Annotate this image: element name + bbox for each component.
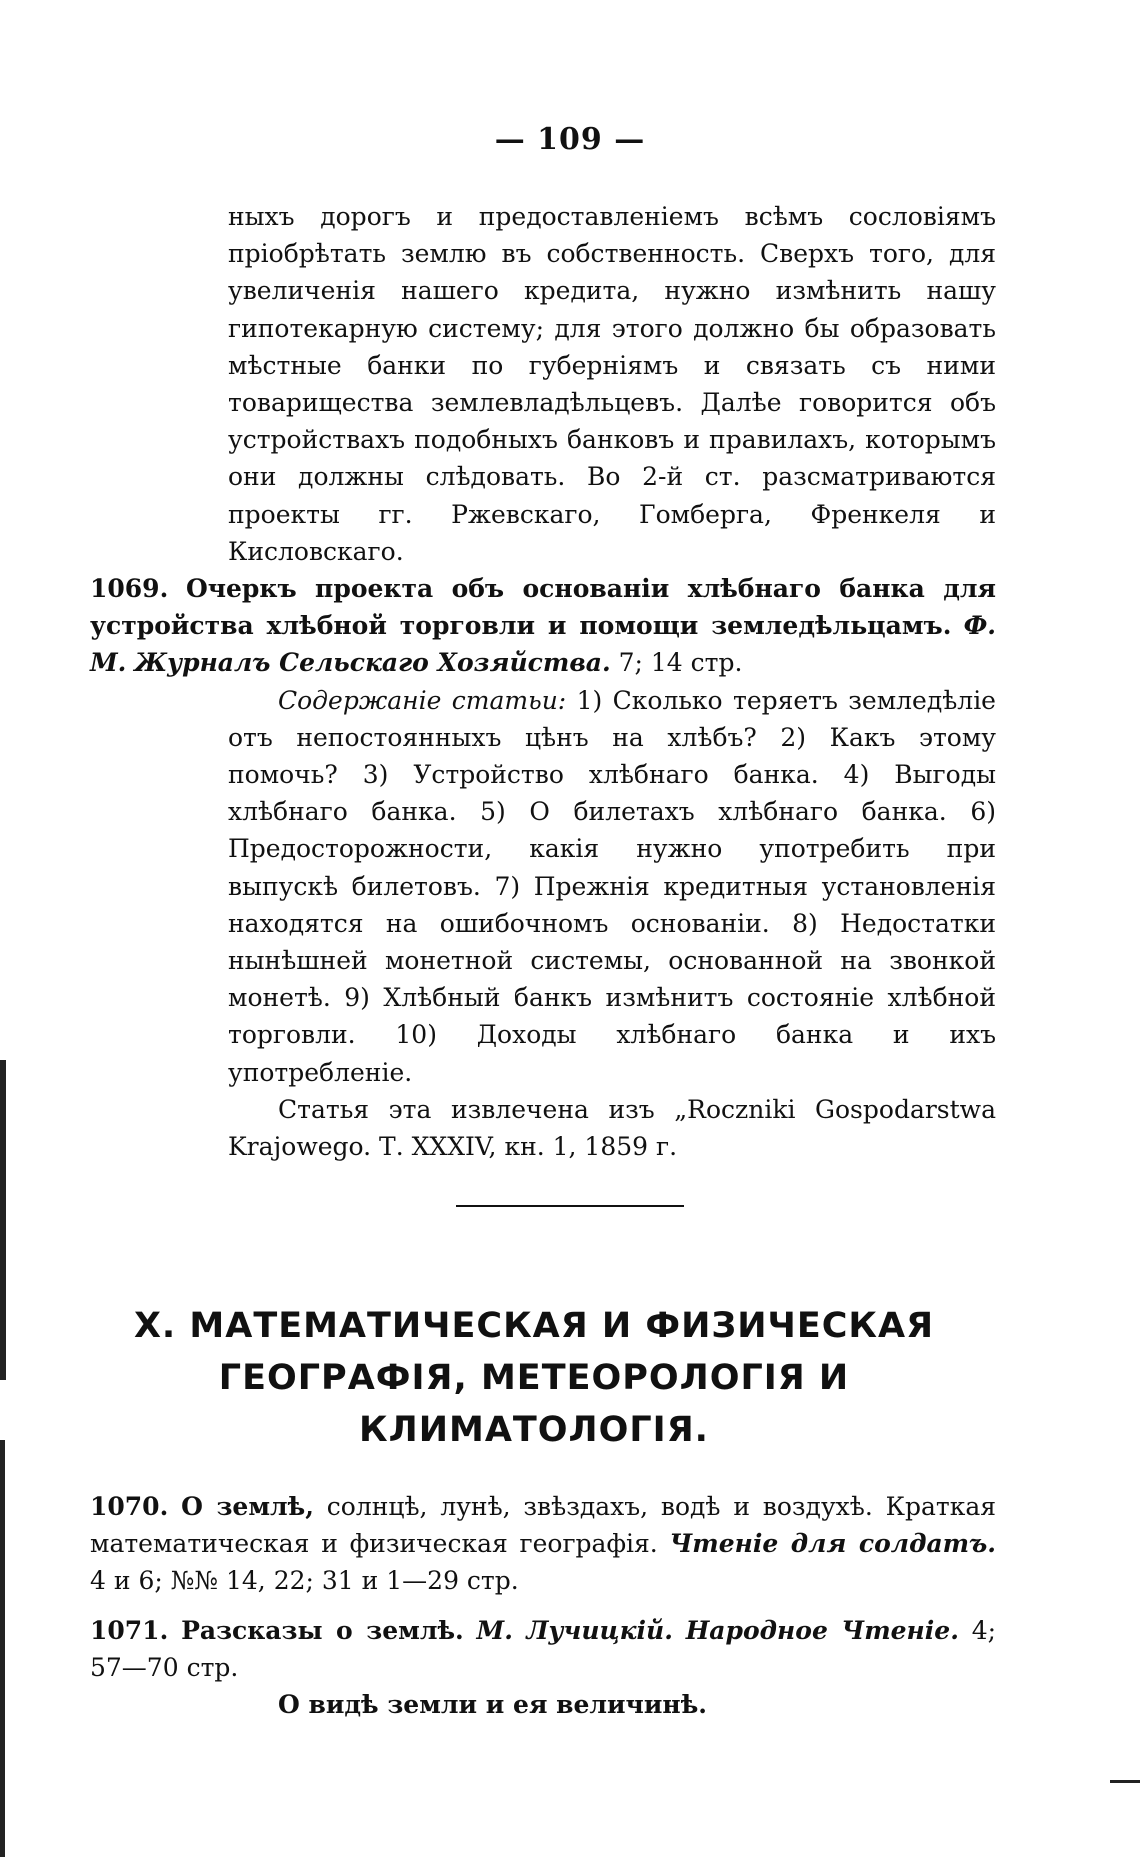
entry-1069-citation: [90, 570, 996, 682]
contents-text: 1) Сколько теряетъ земледѣліе отъ непостоянныхъ цѣнъ на хлѣбъ? 2) Какъ этому помочь? 3) Устройство хлѣбнаго банка. 4) Выгоды хлѣбнаго банка. 5) О билетахъ хлѣбнаго банка. 6) Предосторожности, какія нужно употребить при выпускѣ билетовъ. 7) Прежнія кредитныя установленія находятся на ошибочномъ основаніи. 8) Недостатки нынѣшней монетной системы, основанной на звонкой монетѣ. 9) Хлѣбный банкъ измѣнитъ состояніе хлѣбной торговли. 10) Доходы хлѣбнаго банка и ихъ употребленіе.: [228, 685, 996, 1087]
scan-edge-mark: [0, 1440, 5, 1857]
entry-number: 1069.: [90, 574, 169, 603]
entry-1069-contents: [90, 682, 996, 1091]
entry-journal: Чтеніе для солдатъ.: [669, 1529, 996, 1559]
entry-title: О землѣ,: [181, 1492, 314, 1521]
entry-title: Разсказы о землѣ.: [181, 1616, 464, 1645]
entry-author: Ф. М.: [90, 611, 996, 678]
entry-1070-citation: [90, 1488, 996, 1600]
entry-journal: Народное Чтеніе.: [685, 1616, 959, 1645]
entry-1071-citation: [90, 1612, 996, 1686]
entry-1071-subtitle: О видѣ земли и ея величинѣ.: [278, 1690, 707, 1720]
entry-details: 7; 14 стр.: [618, 648, 743, 678]
scan-edge-mark: [1110, 1780, 1140, 1783]
entry-title: Очеркъ проекта объ основаніи хлѣбнаго банка для устройства хлѣбной торговли и помощи земледѣльцамъ.: [90, 574, 996, 641]
entry-1069-source: Статья эта извлечена изъ „Roczniki Gospodarstwa Krajowego. Т. XXXIV, кн. 1, 1859 г.: [228, 1094, 996, 1162]
continuation-paragraph: ныхъ дорогъ и предоставленіемъ всѣмъ сословіямъ пріобрѣтать землю въ собственность. Сверхъ того, для увеличенія нашего кредита, нужно измѣнить нашу гипотекарную систему; для этого должно бы образовать мѣстные банки по губерніямъ и связать съ ними товарищества землевладѣльцевъ. Далѣе говорится объ устройствахъ подобныхъ банковъ и правилахъ, которымъ они должны слѣдовать. Во 2-й ст. разсматриваются проекты гг. Ржевскаго, Гомберга, Френкеля и Кисловскаго.: [228, 202, 996, 566]
entry-1071: [90, 1612, 996, 1724]
entry-1069: [90, 570, 996, 1165]
scan-edge-mark: [0, 1060, 6, 1380]
section-heading: X. МАТЕМАТИЧЕСКАЯ И ФИЗИЧЕСКАЯ ГЕОГРАФІЯ, МЕТЕОРОЛОГІЯ И КЛИМАТОЛОГІЯ.: [133, 1306, 935, 1450]
entry-text: солнцѣ, лунѣ, звѣздахъ, водѣ и воздухѣ. Краткая математическая и физическая географія.: [90, 1492, 996, 1559]
entry-details: 4 и 6; №№ 14, 22; 31 и 1—29 стр.: [90, 1566, 519, 1596]
entry-journal: Журналъ Сельскаго Хозяйства.: [134, 648, 611, 678]
contents-label: Содержаніе статьи:: [278, 685, 567, 715]
section-divider: [456, 1205, 684, 1207]
entry-number: 1070.: [90, 1492, 169, 1521]
entry-author: М. Лучицкій.: [476, 1616, 673, 1645]
entry-details: 4; 57—70 стр.: [90, 1616, 997, 1683]
continuation-text-block: [228, 198, 996, 570]
page-number: — 109 —: [494, 122, 646, 157]
entry-1070: [90, 1488, 996, 1600]
entry-number: 1071.: [90, 1616, 169, 1645]
